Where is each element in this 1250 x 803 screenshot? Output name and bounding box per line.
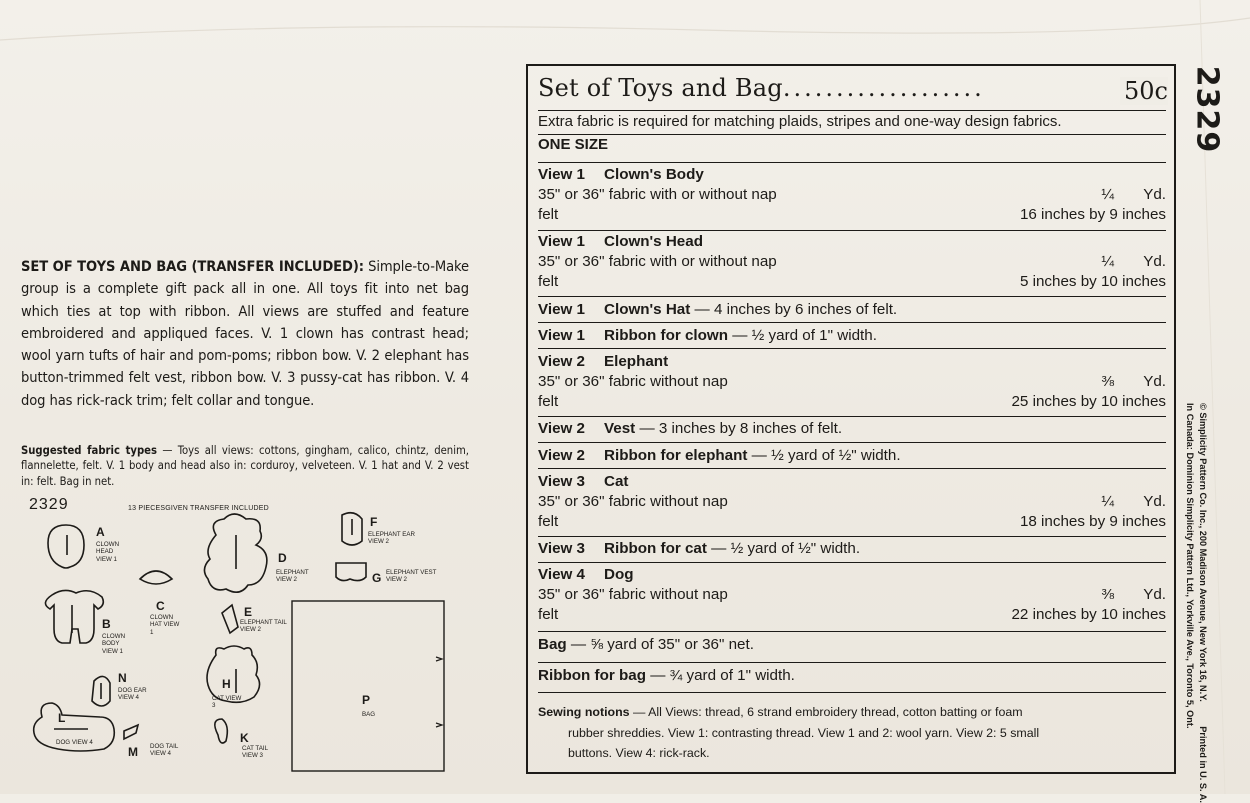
entry-rest: — ⅝ yard of 35" or 36" net. [566, 636, 754, 653]
divider [538, 631, 1166, 632]
description-body: Simple-to-Make group is a complete gift pack all in one. All toys fit into net bag which ties at top with ribbon. All views are stuffed and feature embroidered and appliqued faces. V. 1 clown has contrast head; wool yarn tufts of hair and pom-poms; ribbon bow. V. 2 elephant has button-trimmed felt vest, ribbon bow. V. 3 pussy-cat has ribbon. V. 4 dog has rick-rack trim; felt collar and tongue. [21, 258, 469, 409]
piece-n-caption: DOG EAR VIEW 4 [118, 687, 147, 702]
piece-e-outline [222, 605, 238, 633]
divider [538, 536, 1166, 537]
piece-l-letter: L [58, 711, 66, 725]
piece-k-letter: K [240, 731, 249, 745]
piece-m-caption: DOG TAIL VIEW 4 [150, 743, 179, 758]
piece-e-letter: E [244, 605, 253, 619]
piece-k-outline [215, 719, 228, 743]
entry-name: Vest [604, 420, 636, 437]
piece-a-letter: A [96, 525, 105, 539]
yardage-fraction: ⅜ [1101, 373, 1114, 390]
title-dots: ................... [782, 74, 985, 102]
entry-rest: — ½ yard of 1" width. [728, 327, 877, 344]
entry-rest: — ½ yard of ½" width. [747, 447, 901, 464]
divider [538, 134, 1166, 135]
piece-k-caption: CAT TAIL VIEW 3 [242, 745, 268, 760]
felt-amount: 16 inches by 9 inches [1019, 206, 1166, 223]
entry-view: View 1 [538, 166, 586, 183]
entry-view: View 4 [538, 566, 586, 583]
entry-rest: — 3 inches by 8 inches of felt. [635, 420, 843, 437]
felt-label: felt [538, 393, 559, 410]
pieces-pattern-number: 2329 [29, 496, 69, 513]
piece-l-caption: DOG VIEW 4 [56, 739, 93, 746]
entry-rest: — ¾ yard of 1" width. [645, 667, 795, 684]
felt-label: felt [538, 513, 559, 530]
size-label: ONE SIZE [538, 136, 609, 153]
pieces-title: 13 PIECESGIVEN TRANSFER INCLUDED [128, 505, 269, 512]
fabric-label: Suggested fabric types [21, 444, 157, 457]
piece-g-letter: G [372, 571, 382, 585]
felt-label: felt [538, 273, 559, 290]
price: 50c [1120, 77, 1168, 105]
entry-ribbon-elephant [538, 446, 1166, 466]
entry-ribbon-cat [538, 539, 1166, 559]
entry-view: View 2 [538, 447, 586, 464]
felt-amount: 25 inches by 10 inches [1011, 393, 1166, 410]
divider [538, 692, 1166, 693]
piece-h-caption: CAT VIEW 3 [212, 695, 242, 710]
entry-bag [538, 635, 1166, 655]
fabric-line: 35" or 36" fabric without nap [538, 493, 728, 510]
felt-amount: 22 inches by 10 inches [1011, 606, 1166, 623]
piece-m-letter: M [128, 745, 138, 759]
printed-in: Printed in U. S. A. [1198, 726, 1208, 803]
divider [538, 322, 1166, 323]
entry-name: Dog [604, 566, 634, 583]
piece-c-letter: C [156, 599, 165, 613]
fabric-line: 35" or 36" fabric with or without nap [538, 253, 777, 270]
entry-name: Clown's Hat [604, 301, 691, 318]
yardage-fraction: ¼ [1101, 253, 1114, 270]
entry-name: Clown's Body [604, 166, 704, 183]
divider [538, 348, 1166, 349]
divider [538, 230, 1166, 231]
entry-name: Elephant [604, 353, 669, 370]
piece-b-outline [45, 590, 103, 643]
felt-amount: 18 inches by 9 inches [1019, 513, 1166, 530]
sewing-line-1: — All Views: thread, 6 strand embroidery thread, cotton batting or foam [629, 705, 1023, 719]
sewing-notions [538, 702, 1166, 764]
suggested-fabrics [21, 443, 469, 489]
piece-c-caption: CLOWN HAT VIEW 1 [150, 614, 180, 636]
piece-n-letter: N [118, 671, 127, 685]
entry-rest: — 4 inches by 6 inches of felt. [690, 301, 898, 318]
felt-label: felt [538, 206, 559, 223]
divider [538, 442, 1166, 443]
catalog-number [1177, 64, 1225, 154]
yardage-unit: Yd. [1143, 253, 1166, 270]
yardage-fraction: ¼ [1101, 186, 1114, 203]
entry-view: View 3 [538, 473, 586, 490]
entry-name: Ribbon for clown [604, 327, 729, 344]
entry-view: View 2 [538, 420, 586, 437]
entry-name: Ribbon for bag [538, 667, 646, 684]
description-heading: SET OF TOYS AND BAG (TRANSFER INCLUDED): [21, 258, 364, 275]
piece-f-caption: ELEPHANT EAR VIEW 2 [368, 531, 415, 546]
fabric-text: — Toys all views: cottons, gingham, calico, chintz, denim, flannelette, felt. V. 1 body and head also in: corduroy, velveteen. V. 1 hat and V. 2 vest in: felt. Bag in net. [21, 444, 469, 488]
yardage-unit: Yd. [1143, 186, 1166, 203]
piece-d-letter: D [278, 551, 287, 565]
copyright-line-1: © Simplicity Pattern Co. Inc., 200 Madison Avenue, New York 16, N.Y. [1198, 403, 1208, 702]
pattern-description [21, 256, 469, 412]
entry-dog [538, 565, 1166, 625]
entry-clowns-hat [538, 300, 1166, 320]
piece-b-letter: B [102, 617, 111, 631]
piece-c-outline [140, 571, 172, 584]
extra-fabric-note: Extra fabric is required for matching plaids, stripes and one-way design fabrics. [538, 113, 1062, 130]
sewing-line-3: buttons. View 4: rick-rack. [568, 746, 710, 760]
entry-view: View 1 [538, 233, 586, 250]
entry-ribbon-clown [538, 326, 1166, 346]
piece-g-outline [336, 563, 366, 581]
entry-clowns-head [538, 232, 1166, 292]
box-title: Set of Toys and Bag [538, 74, 783, 102]
catalog-number-text: 2329 [1189, 65, 1225, 154]
pattern-pieces-diagram [30, 505, 470, 775]
entry-view: View 3 [538, 540, 586, 557]
fabric-line: 35" or 36" fabric without nap [538, 373, 728, 390]
entry-rest: — ½ yard of ½" width. [706, 540, 861, 557]
requirements-box [526, 64, 1176, 774]
fabric-line: 35" or 36" fabric without nap [538, 586, 728, 603]
piece-e-caption: ELEPHANT TAIL VIEW 2 [240, 619, 287, 634]
piece-m-outline [124, 725, 138, 739]
piece-p-outline [292, 601, 444, 771]
yardage-unit: Yd. [1143, 373, 1166, 390]
yardage-fraction: ⅜ [1101, 586, 1114, 603]
piece-a-caption: CLOWN HEAD VIEW 1 [96, 541, 120, 563]
piece-f-letter: F [370, 515, 378, 529]
felt-label: felt [538, 606, 559, 623]
yardage-fraction: ¼ [1101, 493, 1114, 510]
entry-view: View 1 [538, 327, 586, 344]
entry-name: Ribbon for elephant [604, 447, 748, 464]
entry-view: View 2 [538, 353, 586, 370]
box-title-line [538, 74, 1166, 102]
sewing-label: Sewing notions [538, 705, 630, 719]
yardage-unit: Yd. [1143, 586, 1166, 603]
piece-d-caption: ELEPHANT VIEW 2 [276, 569, 309, 584]
entry-ribbon-bag [538, 666, 1166, 686]
entry-cat [538, 472, 1166, 532]
piece-b-caption: CLOWN BODY VIEW 1 [102, 633, 126, 655]
entry-name: Ribbon for cat [604, 540, 707, 557]
divider [538, 468, 1166, 469]
yardage-unit: Yd. [1143, 493, 1166, 510]
piece-p-letter: P [362, 693, 371, 707]
entry-view: View 1 [538, 301, 586, 318]
piece-p-caption: BAG [362, 711, 376, 718]
divider [538, 162, 1166, 163]
side-copyright [1185, 400, 1216, 803]
fabric-line: 35" or 36" fabric with or without nap [538, 186, 777, 203]
piece-a-outline [48, 525, 84, 568]
entry-clowns-body [538, 165, 1166, 225]
divider [538, 416, 1166, 417]
felt-amount: 5 inches by 10 inches [1019, 273, 1166, 290]
sewing-line-2: rubber shreddies. View 1: contrasting thread. View 1 and 2: wool yarn. View 2: 5 small [568, 725, 1040, 740]
entry-elephant [538, 352, 1166, 412]
copyright-line-2: In Canada: Dominion Simplicity Pattern Ltd., Yorkville Ave., Toronto 5, Ont. [1185, 403, 1195, 729]
entry-name: Cat [604, 473, 629, 490]
divider [538, 110, 1166, 111]
entry-vest [538, 419, 1166, 439]
piece-g-caption: ELEPHANT VEST VIEW 2 [386, 569, 437, 584]
entry-name: Bag [538, 636, 567, 653]
divider [538, 296, 1166, 297]
piece-h-outline [207, 646, 260, 702]
divider [538, 662, 1166, 663]
entry-name: Clown's Head [604, 233, 703, 250]
piece-h-letter: H [222, 677, 231, 691]
divider [538, 562, 1166, 563]
